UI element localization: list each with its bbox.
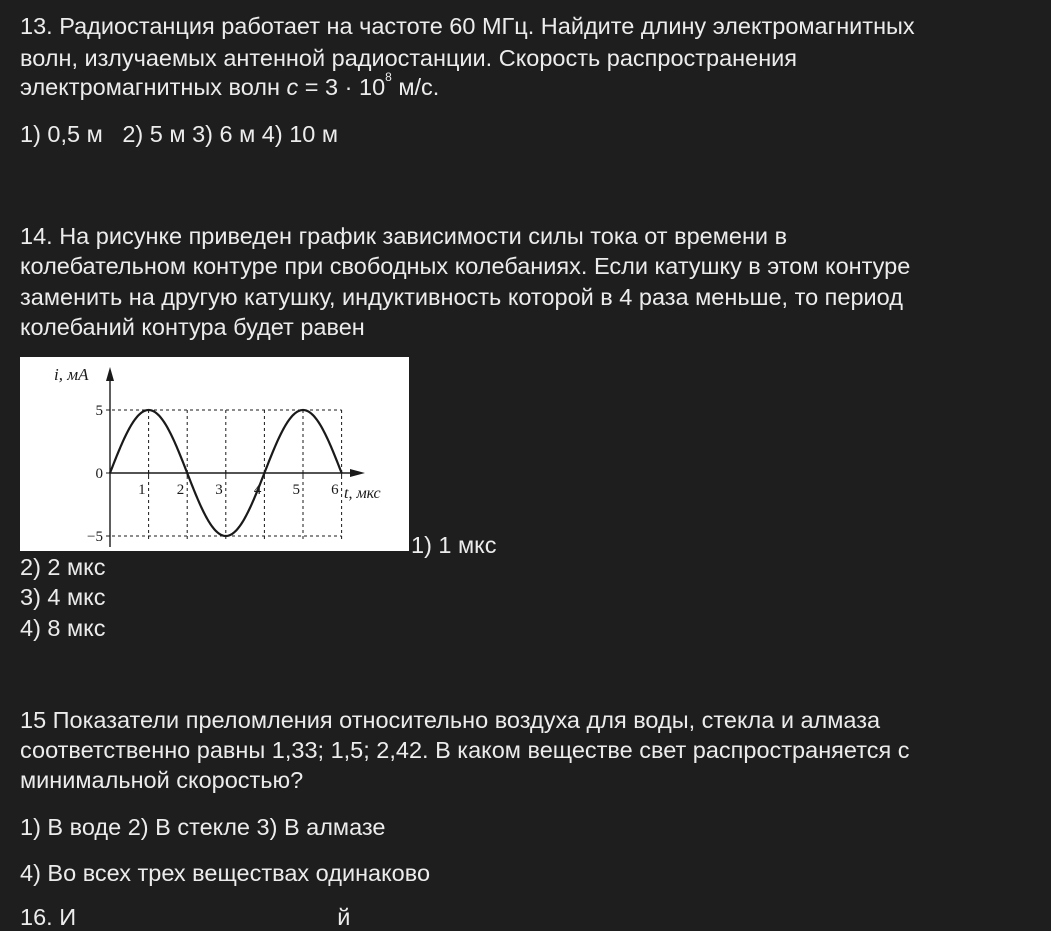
- data-point: [148, 409, 150, 411]
- data-point: [225, 535, 227, 537]
- x-axis-arrow: [350, 469, 365, 477]
- x-tick-label: 4: [253, 482, 262, 498]
- y-axis-arrow: [106, 367, 114, 381]
- x-tick-label: 6: [331, 482, 339, 498]
- chart-svg: [20, 357, 409, 551]
- speed-unit: м/с.: [391, 74, 440, 100]
- y-axis-label: i, мА: [54, 365, 89, 384]
- data-point: [186, 472, 188, 474]
- q14-text-line-1: 14. На рисунке приведен график зависимости силы тока от времени в: [20, 223, 788, 249]
- data-point: [129, 428, 131, 430]
- data-point: [167, 428, 169, 430]
- q14-text-line-3: заменить на другую катушку, индуктивность которой в 4 раза меньше, то период: [20, 284, 903, 310]
- data-point: [322, 428, 324, 430]
- y-tick-label: 0: [95, 466, 103, 482]
- q16-cut-text: 16. И й: [20, 904, 351, 930]
- x-tick-label: 1: [138, 482, 146, 498]
- speed-exponent: 8: [385, 70, 392, 84]
- data-point: [283, 428, 285, 430]
- data-point: [264, 472, 266, 474]
- data-point: [341, 472, 343, 474]
- speed-equation: = 3 · 10: [298, 74, 386, 100]
- y-tick-label: 5: [95, 403, 103, 419]
- q14-option-3: 3) 4 мкс: [20, 584, 106, 610]
- x-tick-label: 3: [215, 482, 223, 498]
- q15-text-line-2: соответственно равны 1,33; 1,5; 2,42. В каком веществе свет распространяется с: [20, 737, 910, 763]
- q14-option-1: 1) 1 мкс: [411, 532, 497, 558]
- q13-text-line-2: волн, излучаемых антенной радиостанции. Скорость распространения: [20, 45, 798, 71]
- data-point: [109, 472, 111, 474]
- data-point: [302, 409, 304, 411]
- q14-text-line-2: колебательном контуре при свободных колебаниях. Если катушку в этом контуре: [20, 253, 911, 279]
- y-tick-label: −5: [87, 529, 103, 545]
- q15-text-line-1: 15 Показатели преломления относительно воздуха для воды, стекла и алмаза: [20, 707, 881, 733]
- x-axis-label: t, мкс: [344, 485, 381, 502]
- q13-text-line-3: [20, 70, 440, 105]
- q14-option-4: 4) 8 мкс: [20, 615, 106, 641]
- q13-text-prefix: электромагнитных волн: [20, 74, 287, 100]
- x-tick-label: 2: [176, 482, 185, 498]
- data-point: [206, 516, 208, 518]
- current-time-graph: [20, 357, 409, 551]
- q13-text-line-1: 13. Радиостанция работает на частоте 60 МГц. Найдите длину электромагнитных: [20, 13, 915, 39]
- q15-answer-options-1: 1) В воде 2) В стекле 3) В алмазе: [20, 814, 386, 840]
- q14-text-line-4: колебаний контура будет равен: [20, 314, 365, 340]
- q14-option-2: 2) 2 мкс: [20, 554, 106, 580]
- q15-answer-options-2: 4) Во всех трех веществах одинаково: [20, 860, 431, 886]
- speed-variable: c: [286, 74, 299, 100]
- q15-text-line-3: минимальной скоростью?: [20, 767, 304, 793]
- x-tick-label: 5: [292, 482, 300, 498]
- q13-answer-options: 1) 0,5 м 2) 5 м 3) 6 м 4) 10 м: [20, 121, 339, 147]
- data-point: [244, 516, 246, 518]
